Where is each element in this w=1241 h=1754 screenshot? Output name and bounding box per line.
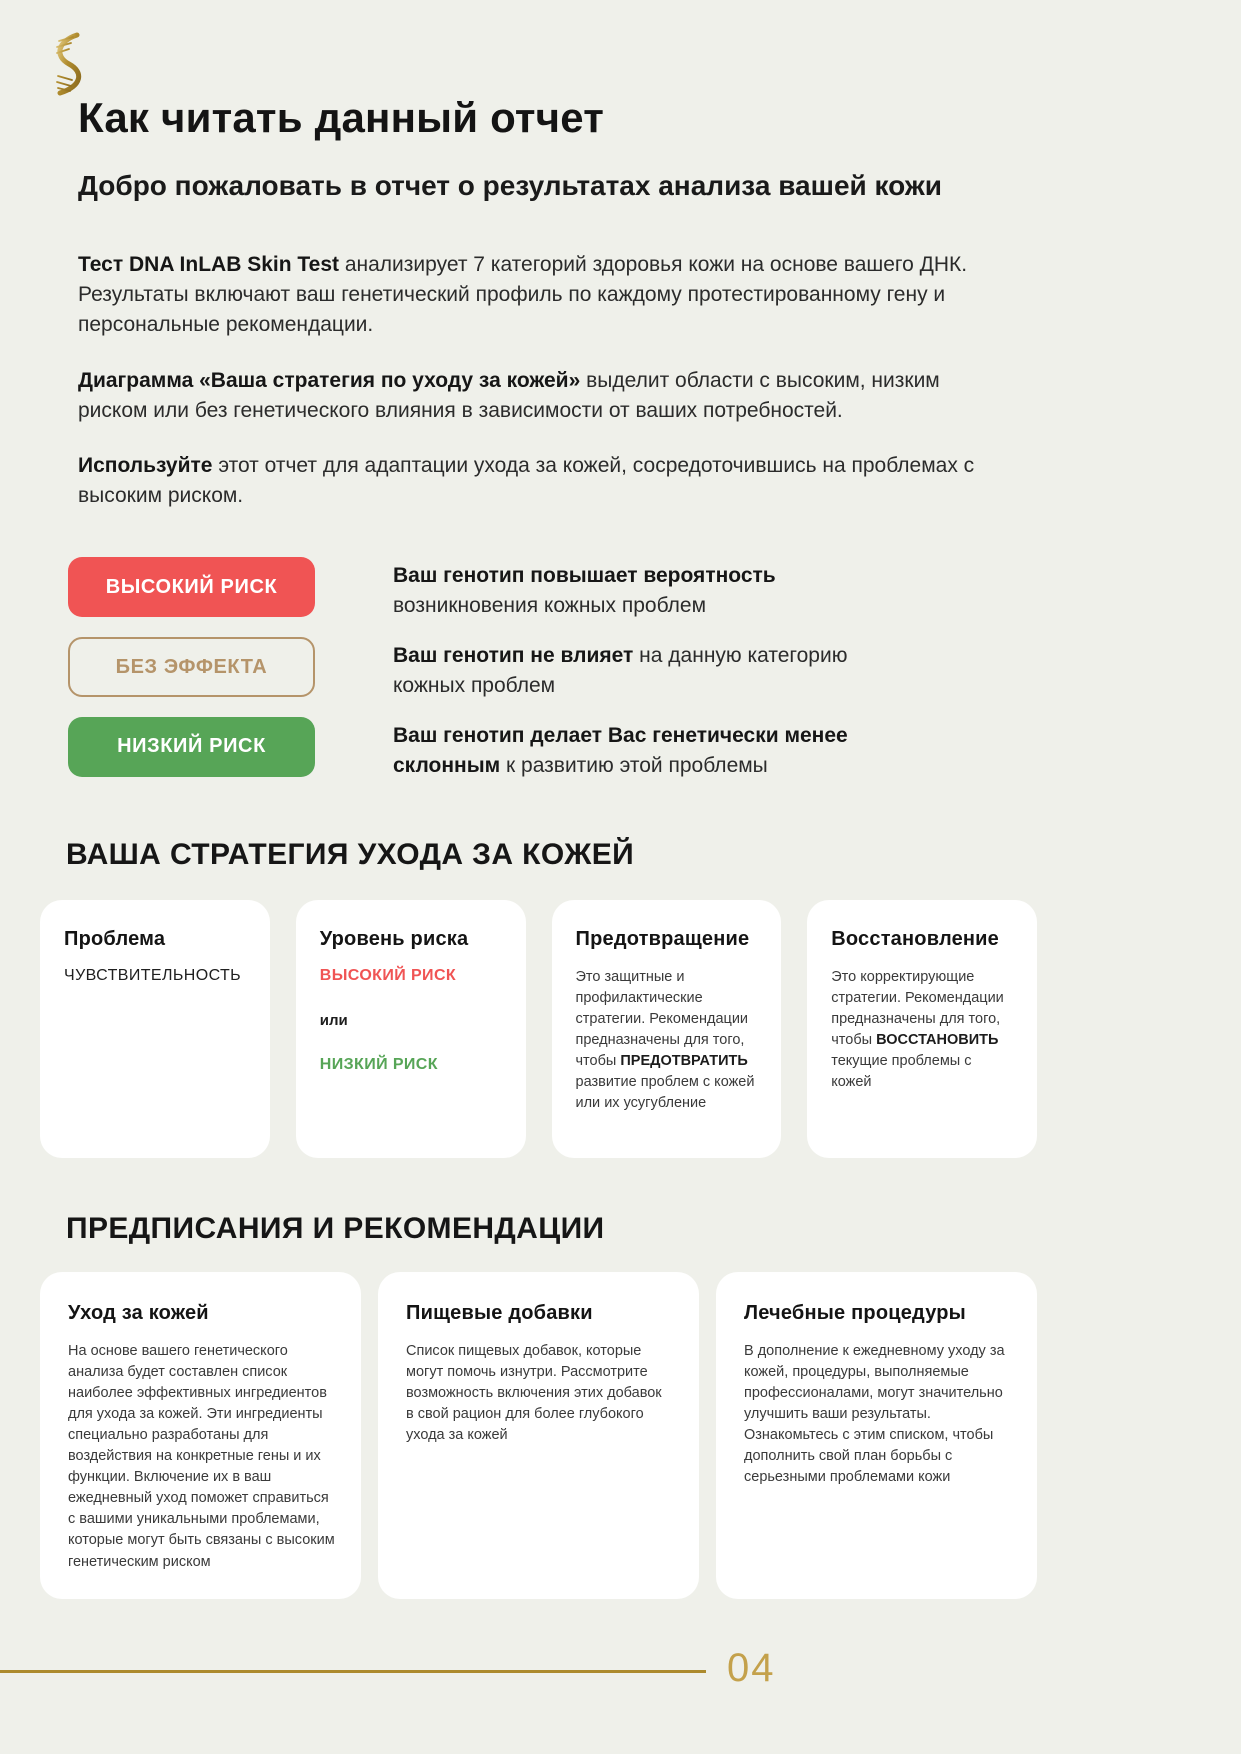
intro-paragraph-test-bold: Тест DNA InLAB Skin Test — [78, 252, 339, 276]
low-risk-description — [393, 717, 863, 781]
intro-paragraph-use-text: этот отчет для адаптации ухода за кожей, сосредоточившись на проблемах с высоким риском. — [78, 454, 975, 508]
prevention-card-body-pre: Это защитные и профилактические стратегии. Рекомендации предназначены для того, чтобы — [575, 969, 749, 1070]
risk-legend — [68, 557, 1061, 780]
procedures-card-body: В дополнение к ежедневному уходу за кожей, процедуры, выполняемые профессионалами, могут значительно улучшить ваши результаты. Ознакомьтесь с этим списком, чтобы дополнить свой план борьбы с серьезными проблемами кожи — [744, 1343, 1005, 1486]
skincare-card — [40, 1272, 361, 1598]
prevention-card-body-post: развитие проблем с кожей или их усугубление — [575, 1074, 755, 1112]
recommendation-cards — [40, 1272, 1037, 1598]
supplements-card — [378, 1272, 699, 1598]
low-risk-badge: НИЗКИЙ РИСК — [68, 717, 315, 777]
risk-level-high-label: ВЫСОКИЙ РИСК — [319, 967, 457, 985]
intro-paragraph-use — [78, 451, 1008, 511]
skincare-card-title: Уход за кожей — [68, 1302, 209, 1325]
legend-row-low-risk — [68, 717, 1061, 781]
high-risk-description-text: возникновения кожных проблем — [393, 594, 707, 618]
strategy-cards — [40, 900, 1037, 1158]
low-risk-description-text: к развитию этой проблемы — [500, 753, 768, 777]
no-effect-badge: БЕЗ ЭФФЕКТА — [68, 637, 315, 697]
recommendations-section-heading: ПРЕДПИСАНИЯ И РЕКОМЕНДАЦИИ — [66, 1212, 605, 1246]
intro-paragraph-test — [78, 250, 1008, 341]
no-effect-description — [393, 637, 863, 701]
strategy-section-heading: ВАША СТРАТЕГИЯ УХОДА ЗА КОЖЕЙ — [66, 838, 635, 872]
prevention-card-body — [576, 967, 760, 1114]
intro-paragraph-use-bold: Используйте — [78, 454, 213, 477]
supplements-card-title: Пищевые добавки — [406, 1302, 593, 1325]
intro-paragraph-diagram-text: выделит области с высоким, низким риском или без генетического влияния в зависимости от ваших потребностей. — [78, 368, 940, 422]
intro-paragraph-test-text: анализирует 7 категорий здоровья кожи на основе вашего ДНК. Результаты включают ваш генетический профиль по каждому протестированному гену и персональные рекомендации. — [78, 252, 968, 337]
legend-row-no-effect — [68, 637, 1061, 701]
high-risk-description — [393, 557, 863, 621]
procedures-card — [716, 1272, 1037, 1598]
problem-card — [40, 900, 270, 1158]
prevention-card-title: Предотвращение — [575, 928, 750, 951]
restoration-card-body-bold: ВОССТАНОВИТЬ — [876, 1032, 999, 1049]
skincare-card-body: На основе вашего генетического анализа будет составлен список наиболее эффективных ингредиентов для ухода за кожей. Эти ингредиенты специально разработаны для воздействия на конкретные гены и их функции. Включение их в ваш ежедневный уход поможет справиться с вашими уникальными проблемами, которые могут быть связаны с высоким генетическим риском — [68, 1343, 335, 1570]
prevention-card — [552, 900, 782, 1158]
page-number: 04 — [727, 1646, 776, 1690]
legend-row-high-risk — [68, 557, 1061, 621]
dna-helix-logo-icon — [46, 32, 92, 96]
intro-paragraph-diagram-bold: Диаграмма «Ваша стратегия по уходу за кожей» — [78, 368, 581, 392]
restoration-card — [807, 900, 1037, 1158]
page-subtitle: Добро пожаловать в отчет о результатах анализа вашей кожи — [78, 170, 942, 201]
restoration-card-body — [831, 967, 1015, 1093]
high-risk-description-bold: Ваш генотип повышает вероятность — [393, 564, 776, 588]
no-effect-description-text: на данную категорию кожных проблем — [393, 644, 848, 697]
restoration-card-body-post: текущие проблемы с кожей — [831, 1053, 972, 1091]
page-title: Как читать данный отчет — [78, 94, 605, 141]
risk-level-card — [296, 900, 526, 1158]
prevention-card-body-bold: ПРЕДОТВРАТИТЬ — [620, 1053, 748, 1070]
problem-card-value: ЧУВСТВИТЕЛЬНОСТЬ — [64, 967, 242, 985]
problem-card-title: Проблема — [64, 928, 166, 951]
restoration-card-title: Восстановление — [831, 928, 1000, 951]
procedures-card-title: Лечебные процедуры — [744, 1302, 966, 1325]
restoration-card-body-pre: Это корректирующие стратегии. Рекомендации предназначены для того, чтобы — [831, 969, 1004, 1049]
risk-level-or-label: или — [319, 1012, 348, 1030]
footer-divider — [0, 1670, 706, 1673]
no-effect-description-bold: Ваш генотип не влияет — [393, 644, 634, 668]
high-risk-badge: ВЫСОКИЙ РИСК — [68, 557, 315, 617]
risk-level-low-label: НИЗКИЙ РИСК — [319, 1056, 438, 1074]
risk-level-card-title: Уровень риска — [319, 928, 469, 951]
supplements-card-body: Список пищевых добавок, которые могут помочь изнутри. Рассмотрите возможность включения этих добавок в свой рацион для более глубокого ухода за кожей — [406, 1343, 662, 1444]
intro-paragraph-diagram — [78, 366, 1008, 426]
low-risk-description-bold: Ваш генотип делает Вас генетически менее склонным — [393, 723, 848, 777]
